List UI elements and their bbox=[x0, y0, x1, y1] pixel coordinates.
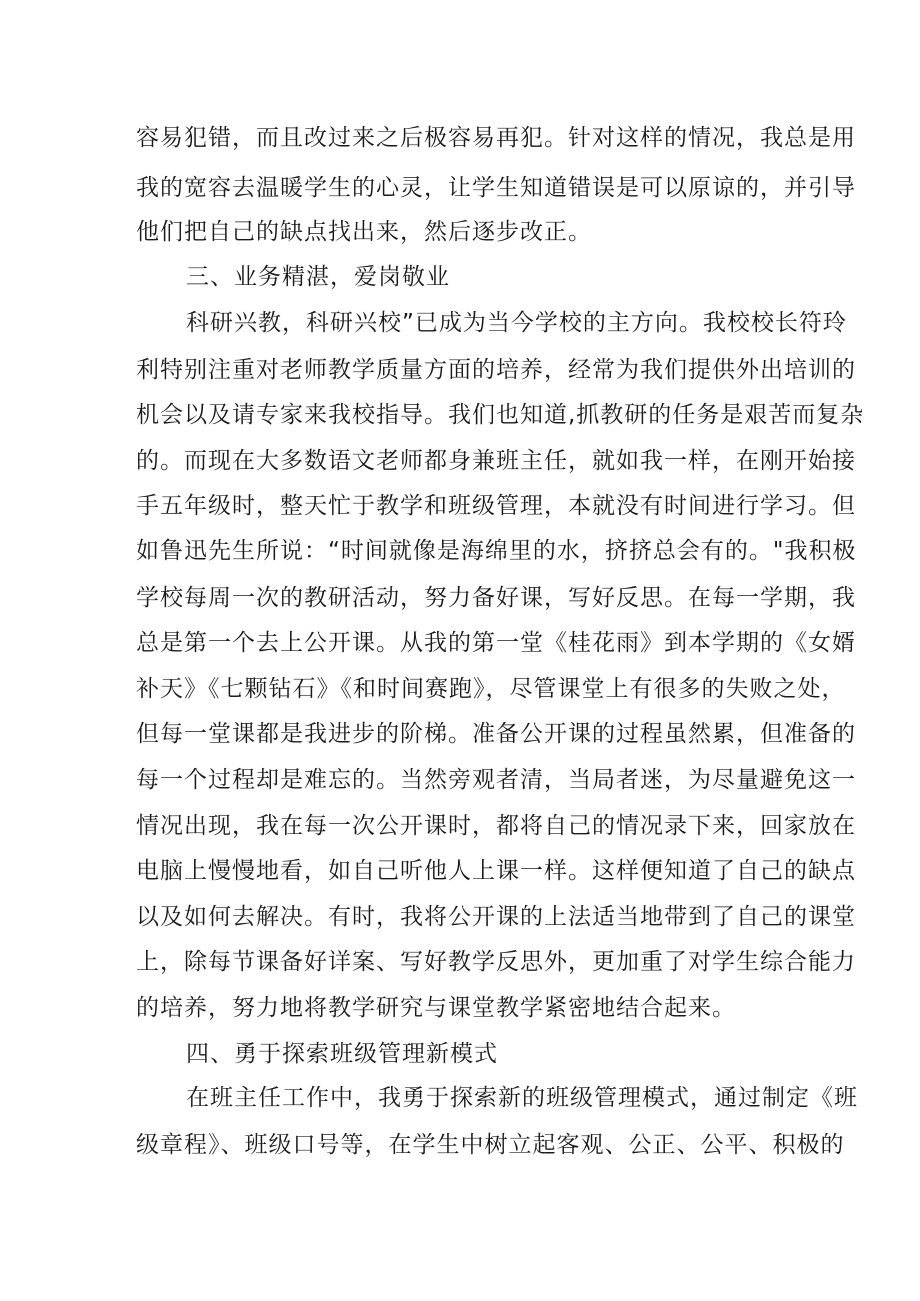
paragraph-line: 容易犯错，而且改过来之后极容易再犯。针对这样的情况，我总是用 bbox=[136, 125, 856, 151]
paragraph-line: 的。而现在大多数语文老师都身兼班主任，就如我一样，在刚开始接 bbox=[136, 448, 856, 474]
paragraph-line: 上，除每节课备好详案、写好教学反思外，更加重了对学生综合能力 bbox=[136, 949, 856, 975]
paragraph-line: 电脑上慢慢地看，如自己听他人上课一样。这样便知道了自己的缺点 bbox=[136, 858, 856, 884]
paragraph-line: 总是第一个去上公开课。从我的第一堂《桂花雨》到本学期的《女婿 bbox=[136, 630, 856, 656]
paragraph-line: 级章程》、班级口号等，在学生中树立起客观、公正、公平、积极的 bbox=[136, 1132, 845, 1158]
paragraph-line: 情况出现，我在每一次公开课时，都将自己的情况录下来，回家放在 bbox=[136, 813, 856, 839]
paragraph-line: 手五年级时，整天忙于教学和班级管理，本就没有时间进行学习。但 bbox=[136, 493, 856, 519]
paragraph-line: 如鲁迅先生所说：“时间就像是海绵里的水，挤挤总会有的。"我积极 bbox=[136, 538, 857, 564]
paragraph-line: 的培养，努力地将教学研究与课堂教学紧密地结合起来。 bbox=[136, 995, 736, 1021]
paragraph-line: 在班主任工作中，我勇于探索新的班级管理模式，通过制定《班 bbox=[186, 1085, 858, 1111]
section-heading-4: 四、勇于探索班级管理新模式 bbox=[186, 1041, 498, 1067]
paragraph-line: 每一个过程却是难忘的。当然旁观者清，当局者迷，为尽量避免这一 bbox=[136, 767, 856, 793]
paragraph-line: 补天》《七颗钻石》《和时间赛跑》，尽管课堂上有很多的失败之处， bbox=[136, 676, 846, 702]
paragraph-line: 他们把自己的缺点找出来，然后逐步改正。 bbox=[136, 219, 592, 245]
paragraph-line: 学校每周一次的教研活动，努力备好课，写好反思。在每一学期，我 bbox=[136, 585, 856, 611]
paragraph-line: 我的宽容去温暖学生的心灵，让学生知道错误是可以原谅的，并引导 bbox=[136, 175, 856, 201]
paragraph-line: 利特别注重对老师教学质量方面的培养，经常为我们提供外出培训的 bbox=[136, 357, 856, 383]
paragraph-line: 但每一堂课都是我进步的阶梯。准备公开课的过程虽然累，但准备的 bbox=[136, 721, 856, 747]
paragraph-line: 科研兴教，科研兴校”已成为当今学校的主方向。我校校长符玲 bbox=[186, 310, 847, 336]
paragraph-line: 机会以及请专家来我校指导。我们也知道,抓教研的任务是艰苦而复杂 bbox=[136, 402, 865, 428]
section-heading-3: 三、业务精湛，爱岗敬业 bbox=[186, 264, 450, 290]
paragraph-line: 以及如何去解决。有时，我将公开课的上法适当地带到了自己的课堂 bbox=[136, 904, 856, 930]
